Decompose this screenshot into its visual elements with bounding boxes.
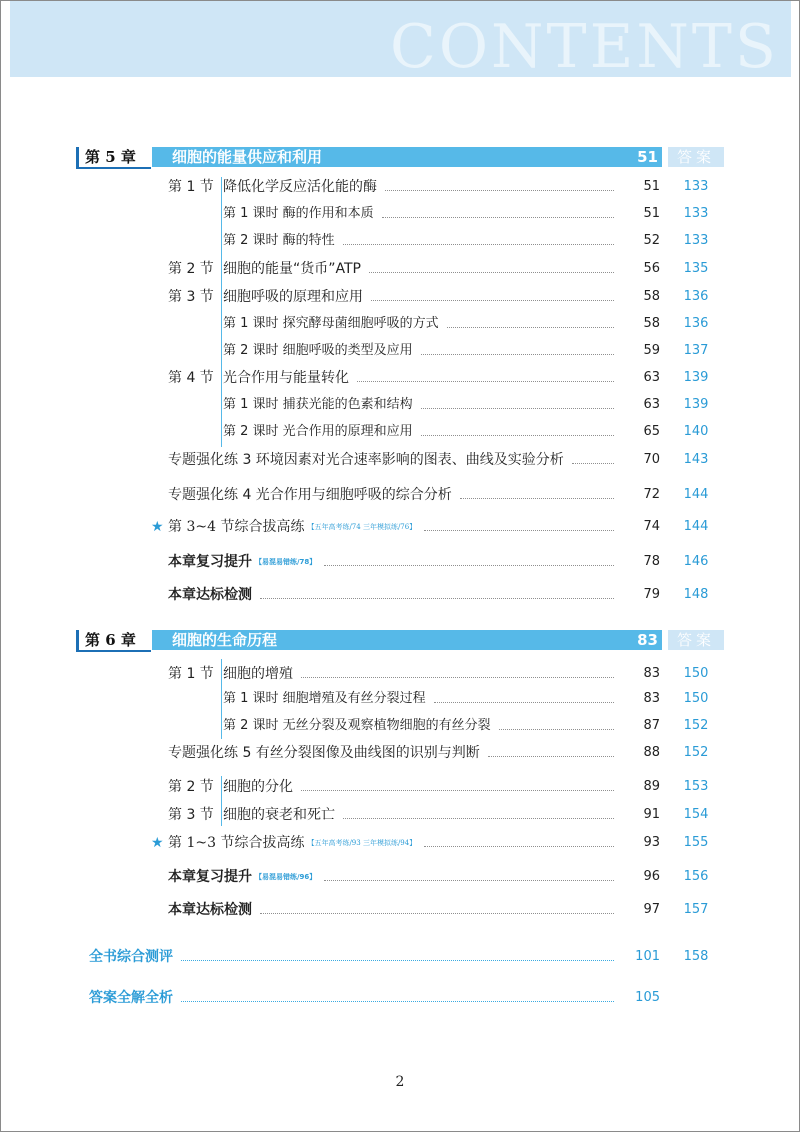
review-title-text: 本章复习提升	[168, 554, 252, 570]
toc-entry[interactable]	[1, 900, 799, 920]
review-title	[168, 552, 316, 572]
dotted-leader	[343, 818, 614, 819]
answer-page-ref: 144	[683, 519, 709, 534]
section-label: 第 4 节	[168, 370, 214, 386]
section-title: 细胞的能量“货币”ATP	[223, 261, 361, 277]
page-number: 2	[395, 1074, 405, 1090]
chapter-number: 第 6 章	[76, 630, 151, 652]
section-title: 细胞的增殖	[223, 666, 293, 682]
comprehensive-title-text: 第 3~4 节综合拔高练	[168, 519, 305, 535]
page-ref: 83	[643, 666, 660, 681]
dotted-leader	[424, 530, 614, 531]
answer-page-ref: 158	[683, 949, 709, 964]
dotted-leader	[371, 300, 614, 301]
page-ref: 74	[643, 519, 660, 534]
source-tag: 【五年高考练/93 三年模拟练/94】	[307, 839, 417, 847]
dotted-leader	[260, 598, 614, 599]
dotted-leader	[499, 729, 614, 730]
review-title	[168, 867, 316, 887]
page-ref: 78	[643, 554, 660, 569]
dotted-leader	[382, 217, 614, 218]
topic-title: 专题强化练 4 光合作用与细胞呼吸的综合分析	[168, 487, 452, 503]
section-title: 光合作用与能量转化	[223, 370, 349, 386]
answer-page-ref: 143	[683, 452, 709, 467]
toc-entry[interactable]	[1, 867, 799, 887]
page-ref: 51	[643, 179, 660, 194]
section-title: 降低化学反应活化能的酶	[223, 179, 377, 195]
dotted-leader	[181, 960, 614, 961]
section-label: 第 3 节	[168, 289, 214, 305]
page-ref: 63	[643, 370, 660, 385]
toc-entry[interactable]	[1, 947, 799, 967]
answer-page-ref: 150	[683, 666, 709, 681]
toc-entry[interactable]	[1, 341, 799, 361]
section-label: 第 2 节	[168, 779, 214, 795]
lesson-title: 第 2 课时 光合作用的原理和应用	[223, 424, 413, 439]
answer-page-ref: 133	[683, 179, 709, 194]
dotted-leader	[572, 463, 614, 464]
toc-entry[interactable]	[1, 517, 799, 537]
comprehensive-title	[168, 517, 416, 537]
review-title-text: 本章达标检测	[168, 587, 252, 603]
toc-entry[interactable]	[1, 177, 799, 197]
answer-page-ref: 156	[683, 869, 709, 884]
page-ref: 91	[643, 807, 660, 822]
page-ref: 87	[643, 718, 660, 733]
book-section-title: 答案全解全析	[89, 990, 173, 1006]
answer-tab: 答案	[668, 630, 724, 650]
dotted-leader	[369, 272, 614, 273]
chapter-title: 细胞的能量供应和利用	[172, 148, 323, 166]
answer-page-ref: 152	[683, 745, 709, 760]
page-ref: 58	[643, 316, 660, 331]
dotted-leader	[447, 327, 614, 328]
answer-page-ref: 137	[683, 343, 709, 358]
page-ref: 72	[643, 487, 660, 502]
lesson-title: 第 1 课时 捕获光能的色素和结构	[223, 397, 413, 412]
section-title: 细胞的分化	[223, 779, 293, 795]
page-ref: 88	[643, 745, 660, 760]
dotted-leader	[181, 1001, 614, 1002]
dotted-leader	[301, 790, 614, 791]
chapter-number: 第 5 章	[76, 147, 151, 169]
source-tag: 【五年高考练/74 三年模拟练/76】	[307, 523, 417, 531]
page-ref: 96	[643, 869, 660, 884]
answer-page-ref: 157	[683, 902, 709, 917]
page-ref: 79	[643, 587, 660, 602]
dotted-leader	[460, 498, 614, 499]
section-title: 细胞呼吸的原理和应用	[223, 289, 363, 305]
lesson-title: 第 1 课时 探究酵母菌细胞呼吸的方式	[223, 316, 439, 331]
answer-page-ref: 150	[683, 691, 709, 706]
review-title	[168, 900, 252, 920]
dotted-leader	[421, 435, 614, 436]
answer-page-ref: 152	[683, 718, 709, 733]
section-label: 第 3 节	[168, 807, 214, 823]
comprehensive-title	[168, 833, 416, 853]
page-ref: 56	[643, 261, 660, 276]
star-icon: ★	[151, 835, 164, 851]
page-ref: 97	[643, 902, 660, 917]
answer-page-ref: 154	[683, 807, 709, 822]
toc-entry[interactable]	[1, 485, 799, 505]
lesson-title: 第 2 课时 无丝分裂及观察植物细胞的有丝分裂	[223, 718, 491, 733]
page-ref: 101	[635, 949, 660, 964]
answer-page-ref: 139	[683, 370, 709, 385]
answer-page-ref: 155	[683, 835, 709, 850]
lesson-title: 第 2 课时 细胞呼吸的类型及应用	[223, 343, 413, 358]
review-title-text: 本章达标检测	[168, 902, 252, 918]
toc-entry[interactable]	[1, 368, 799, 388]
answer-page-ref: 146	[683, 554, 709, 569]
source-tag: 【易混易错练/96】	[255, 873, 317, 881]
header-banner	[10, 1, 791, 77]
toc-entry[interactable]	[1, 552, 799, 572]
toc-entry[interactable]	[1, 314, 799, 334]
lesson-title: 第 1 课时 酶的作用和本质	[223, 206, 374, 221]
toc-entry[interactable]	[1, 231, 799, 251]
chapter-title: 细胞的生命历程	[172, 631, 278, 649]
page-ref: 89	[643, 779, 660, 794]
topic-title: 专题强化练 5 有丝分裂图像及曲线图的识别与判断	[168, 745, 480, 761]
toc-entry[interactable]	[1, 805, 799, 825]
chapter-page: 51	[637, 148, 658, 166]
toc-entry[interactable]	[1, 259, 799, 279]
toc-entry[interactable]	[1, 988, 799, 1008]
dotted-leader	[301, 677, 614, 678]
answer-page-ref: 153	[683, 779, 709, 794]
toc-entry[interactable]	[1, 743, 799, 763]
source-tag: 【易混易错练/78】	[255, 558, 317, 566]
page-ref: 93	[643, 835, 660, 850]
page-ref: 105	[635, 990, 660, 1005]
toc-entry[interactable]	[1, 450, 799, 470]
page-ref: 63	[643, 397, 660, 412]
contents-watermark: CONTENTS	[389, 12, 779, 77]
toc-entry[interactable]	[1, 204, 799, 224]
chapter-page: 83	[637, 631, 658, 649]
answer-page-ref: 148	[683, 587, 709, 602]
dotted-leader	[385, 190, 614, 191]
answer-page-ref: 133	[683, 206, 709, 221]
section-label: 第 2 节	[168, 261, 214, 277]
dotted-leader	[424, 846, 614, 847]
comprehensive-title-text: 第 1~3 节综合拔高练	[168, 835, 305, 851]
answer-page-ref: 140	[683, 424, 709, 439]
dotted-leader	[421, 354, 614, 355]
page-ref: 70	[643, 452, 660, 467]
page-ref: 59	[643, 343, 660, 358]
review-title	[168, 585, 252, 605]
toc-entry[interactable]	[1, 689, 799, 709]
answer-tab: 答案	[668, 147, 724, 167]
chapter-header[interactable]	[76, 630, 662, 650]
section-label: 第 1 节	[168, 666, 214, 682]
section-title: 细胞的衰老和死亡	[223, 807, 335, 823]
page-ref: 51	[643, 206, 660, 221]
toc-entry[interactable]	[1, 287, 799, 307]
section-label: 第 1 节	[168, 179, 214, 195]
toc-entry[interactable]	[1, 716, 799, 736]
dotted-leader	[324, 880, 614, 881]
dotted-leader	[343, 244, 614, 245]
lesson-title: 第 1 课时 细胞增殖及有丝分裂过程	[223, 691, 426, 706]
page-ref: 65	[643, 424, 660, 439]
review-title-text: 本章复习提升	[168, 869, 252, 885]
answer-page-ref: 135	[683, 261, 709, 276]
dotted-leader	[357, 381, 614, 382]
toc-entry[interactable]	[1, 422, 799, 442]
star-icon: ★	[151, 519, 164, 535]
page-ref: 58	[643, 289, 660, 304]
lesson-title: 第 2 课时 酶的特性	[223, 233, 335, 248]
book-section-title: 全书综合测评	[89, 949, 173, 965]
toc-entry[interactable]	[1, 833, 799, 853]
page-ref: 52	[643, 233, 660, 248]
toc-entry[interactable]	[1, 664, 799, 684]
page-ref: 83	[643, 691, 660, 706]
toc-entry[interactable]	[1, 395, 799, 415]
dotted-leader	[434, 702, 614, 703]
chapter-header[interactable]	[76, 147, 662, 167]
dotted-leader	[488, 756, 614, 757]
dotted-leader	[324, 565, 614, 566]
toc-entry[interactable]	[1, 585, 799, 605]
topic-title: 专题强化练 3 环境因素对光合速率影响的图表、曲线及实验分析	[168, 452, 564, 468]
answer-page-ref: 144	[683, 487, 709, 502]
dotted-leader	[421, 408, 614, 409]
dotted-leader	[260, 913, 614, 914]
answer-page-ref: 136	[683, 289, 709, 304]
toc-entry[interactable]	[1, 777, 799, 797]
answer-page-ref: 133	[683, 233, 709, 248]
answer-page-ref: 136	[683, 316, 709, 331]
answer-page-ref: 139	[683, 397, 709, 412]
